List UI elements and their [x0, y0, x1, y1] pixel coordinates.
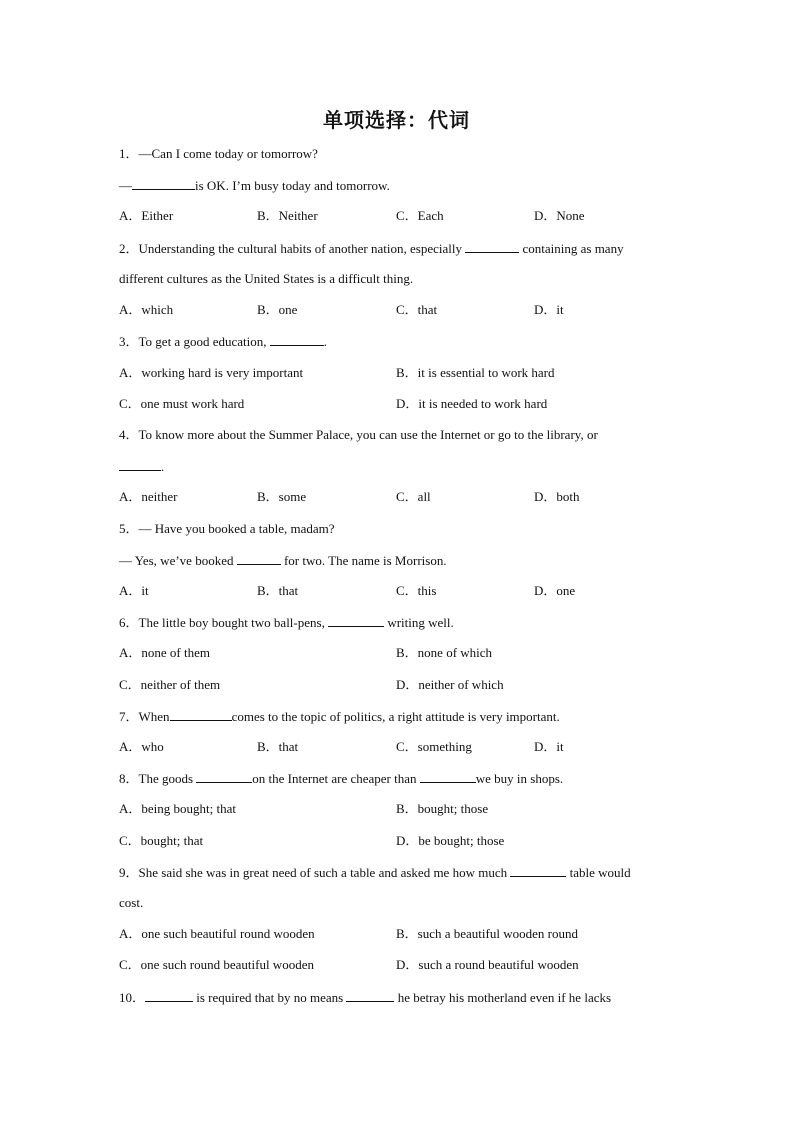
question-9-line-2: cost.	[119, 895, 144, 910]
option-c: C．all	[396, 489, 431, 504]
question-number: 6．	[119, 615, 139, 630]
answer-blank	[420, 770, 476, 783]
option-c: C．Each	[396, 208, 444, 223]
option-a: A．none of them	[119, 645, 210, 660]
question-number: 1．	[119, 146, 139, 161]
question-number: 4．	[119, 427, 139, 442]
answer-blank	[510, 864, 566, 877]
question-4-line-1: 4．To know more about the Summer Palace, you can use the Internet or go to the library, or	[119, 427, 598, 442]
question-5-line-2: — Yes, we’ve booked for two. The name is Morrison.	[119, 553, 447, 568]
option-c: C．neither of them	[119, 677, 221, 692]
question-number: 9．	[119, 865, 139, 880]
option-b: B．some	[257, 489, 307, 504]
option-c: C．something	[396, 739, 472, 754]
question-1-line-1: 1．—Can I come today or tomorrow?	[119, 146, 318, 161]
option-d: D．one	[534, 583, 576, 598]
option-d: D．it	[534, 739, 564, 754]
answer-blank	[328, 614, 384, 627]
question-8-line-1: 8．The goods on the Internet are cheaper than we buy in shops.	[119, 771, 564, 786]
option-a: A．one such beautiful round wooden	[119, 926, 315, 941]
answer-blank	[346, 989, 394, 1002]
question-1-line-2: — is OK. I’m busy today and tomorrow.	[119, 178, 390, 193]
answer-blank	[465, 240, 519, 253]
answer-blank	[237, 552, 281, 565]
option-d: D．it is needed to work hard	[396, 396, 548, 411]
answer-blank	[132, 177, 195, 190]
option-d: D．None	[534, 208, 585, 223]
option-b: B．that	[257, 583, 299, 598]
option-a: A．neither	[119, 489, 178, 504]
option-d: D．such a round beautiful wooden	[396, 957, 579, 972]
question-2-line-1: 2．Understanding the cultural habits of another nation, especially containing as many	[119, 241, 624, 256]
question-10-line-1: 10． is required that by no means he betray his motherland even if he lacks	[119, 990, 612, 1005]
option-c: C．that	[396, 302, 438, 317]
option-d: D．be bought; those	[396, 833, 505, 848]
option-d: D．it	[534, 302, 564, 317]
question-number: 8．	[119, 771, 139, 786]
question-9-line-1: 9．She said she was in great need of such a table and asked me how much table would	[119, 865, 631, 880]
option-a: A．who	[119, 739, 164, 754]
question-6-line-1: 6．The little boy bought two ball-pens, writing well.	[119, 615, 454, 630]
option-b: B．that	[257, 739, 299, 754]
option-c: C．one such round beautiful wooden	[119, 957, 314, 972]
option-a: A．it	[119, 583, 149, 598]
option-b: B．it is essential to work hard	[396, 365, 555, 380]
option-c: C．this	[396, 583, 437, 598]
option-b: B．bought; those	[396, 801, 489, 816]
question-4-line-2: .	[119, 458, 679, 475]
option-b: B．Neither	[257, 208, 318, 223]
question-7-line-1: 7．When comes to the topic of politics, a right attitude is very important.	[119, 709, 560, 724]
question-5-line-1: 5．— Have you booked a table, madam?	[119, 521, 335, 536]
question-number: 5．	[119, 521, 139, 536]
option-a: A．being bought; that	[119, 801, 236, 816]
answer-blank	[196, 770, 252, 783]
option-c: C．one must work hard	[119, 396, 245, 411]
question-2-line-2: different cultures as the United States is a difficult thing.	[119, 271, 414, 286]
option-c: C．bought; that	[119, 833, 204, 848]
option-d: D．both	[534, 489, 580, 504]
answer-blank	[119, 458, 161, 471]
answer-blank	[145, 989, 193, 1002]
option-a: A．working hard is very important	[119, 365, 304, 380]
question-number: 10．	[119, 990, 146, 1005]
question-number: 3．	[119, 334, 139, 349]
option-a: A．Either	[119, 208, 174, 223]
answer-blank	[170, 708, 232, 721]
option-d: D．neither of which	[396, 677, 504, 692]
option-b: B．one	[257, 302, 298, 317]
option-b: B．none of which	[396, 645, 493, 660]
option-a: A．which	[119, 302, 174, 317]
option-b: B．such a beautiful wooden round	[396, 926, 578, 941]
question-3-line-1: 3．To get a good education, .	[119, 334, 327, 349]
answer-blank	[270, 333, 324, 346]
question-number: 7．	[119, 709, 139, 724]
question-number: 2．	[119, 241, 139, 256]
page-title: 单项选择：代词	[323, 108, 470, 132]
